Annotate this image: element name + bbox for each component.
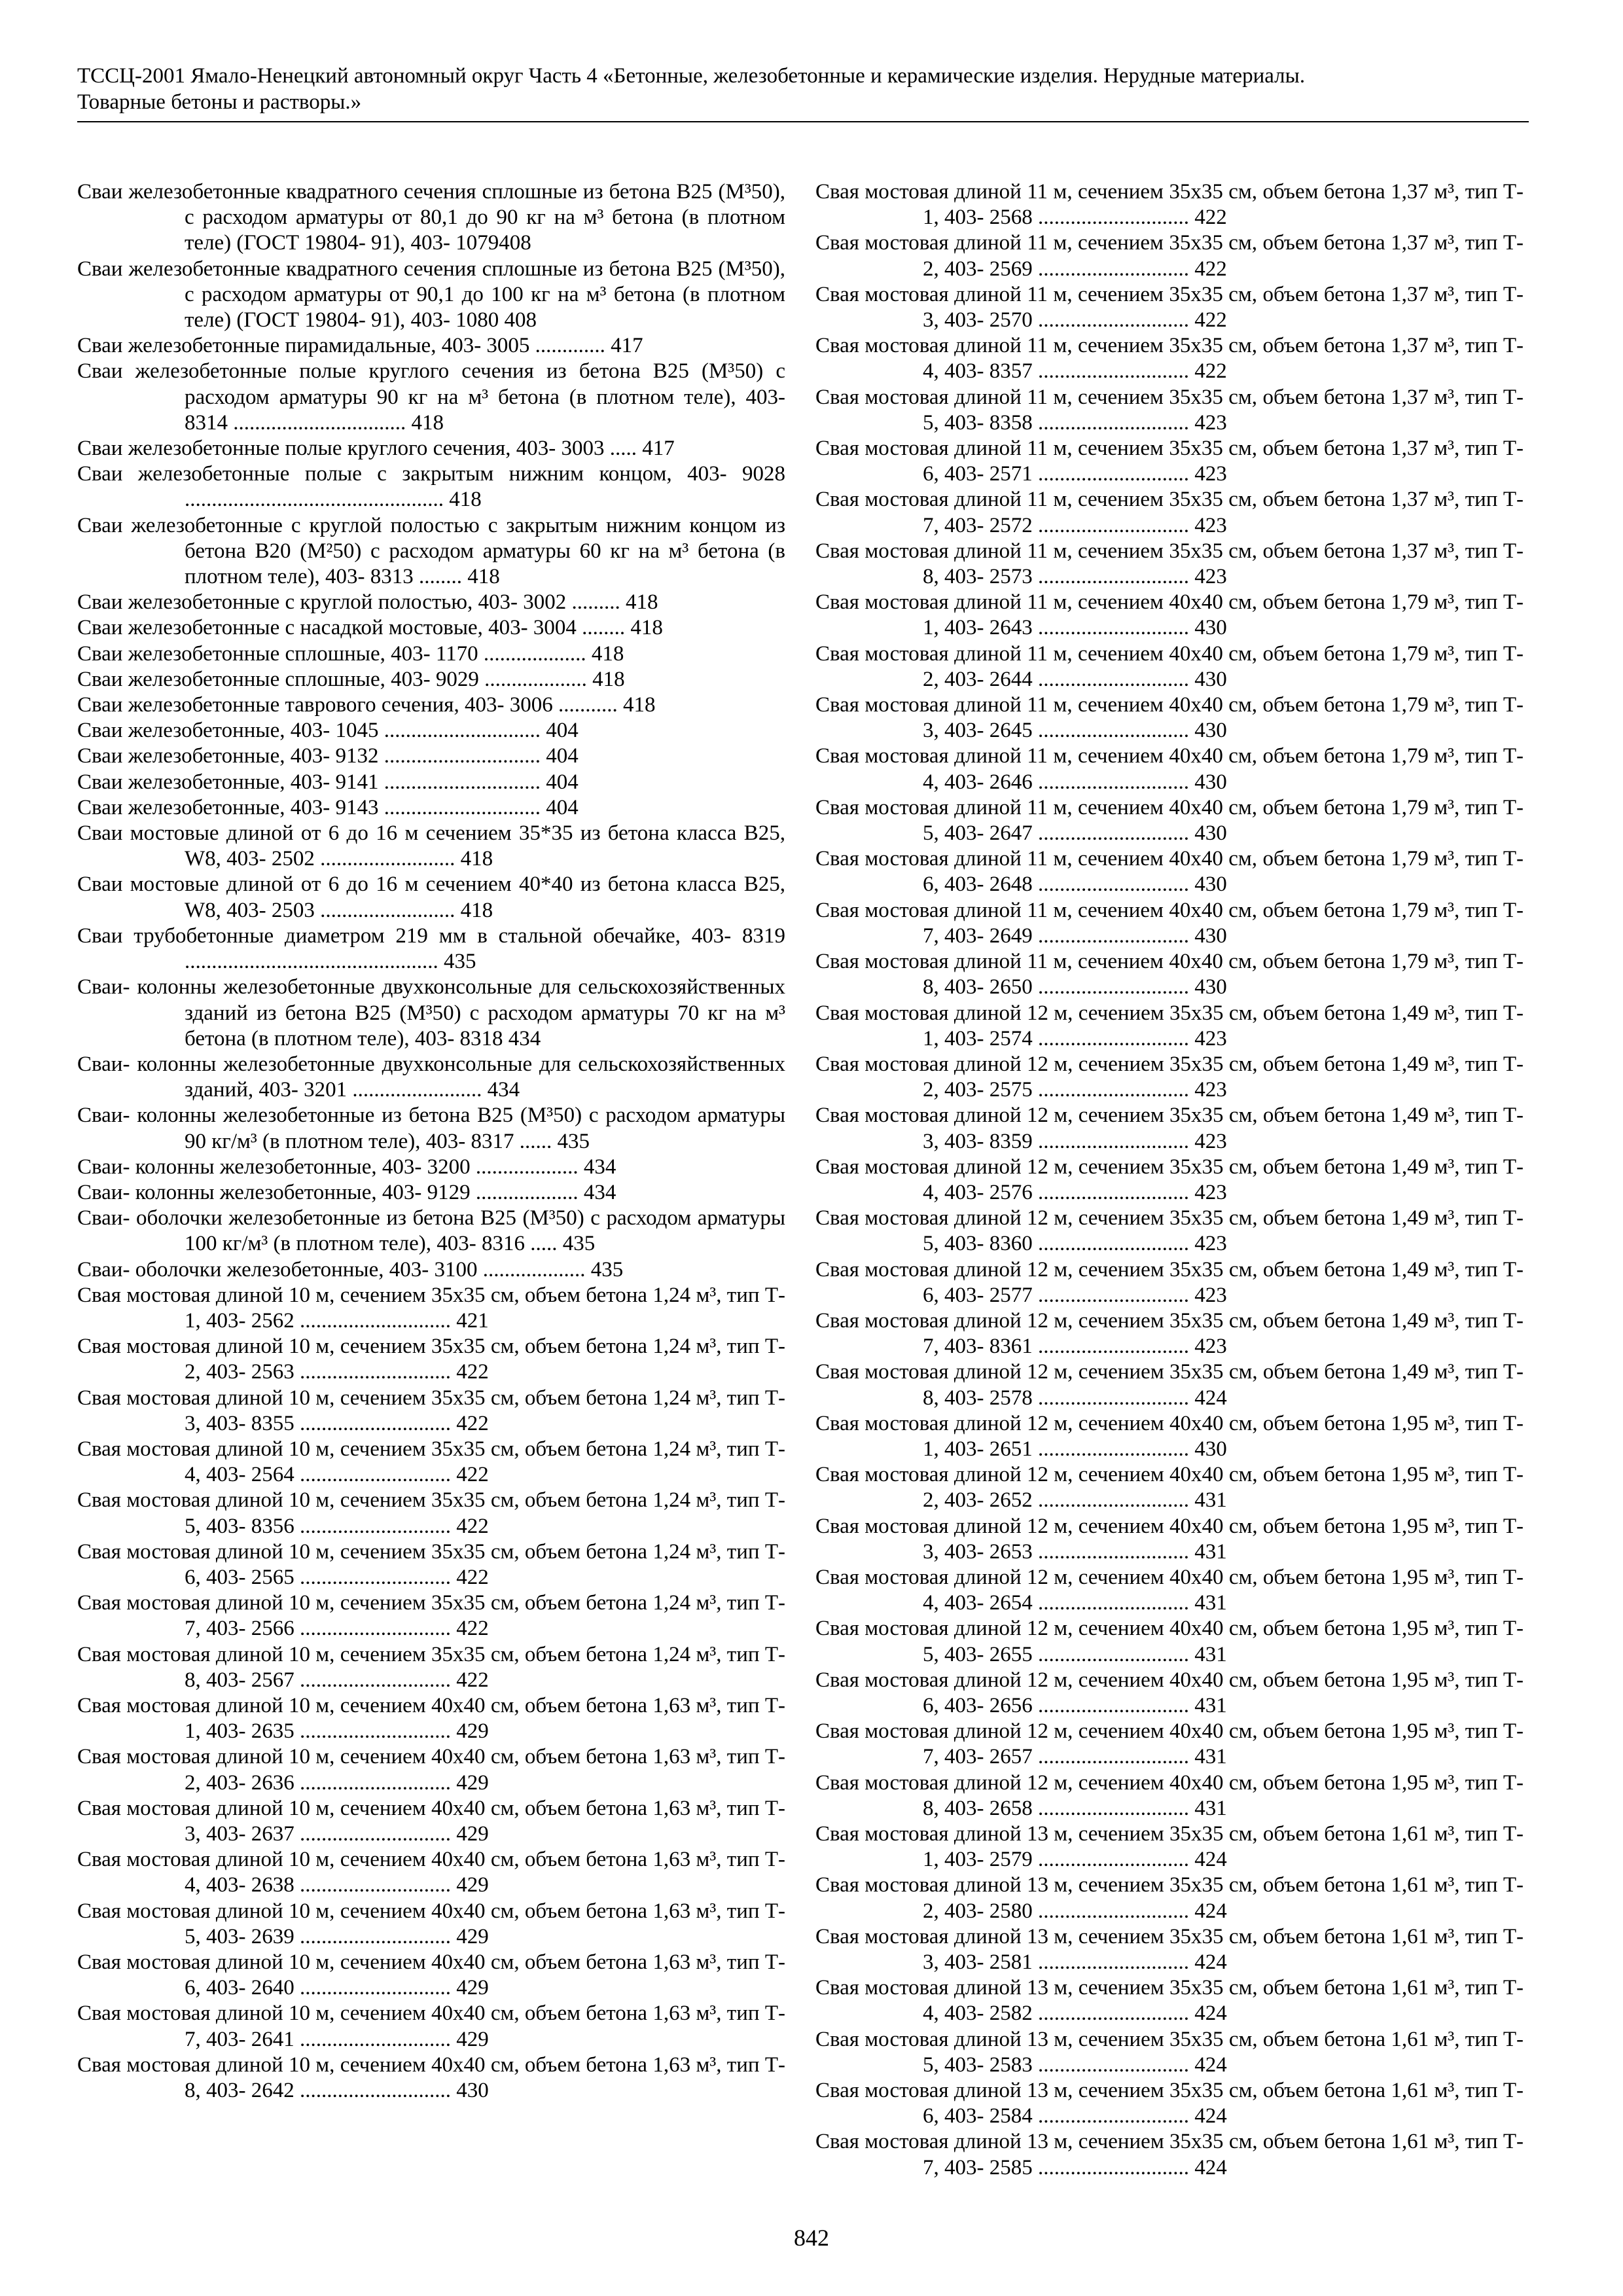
- index-entry: Свая мостовая длиной 13 м, сечением 35х35 см, объем бетона 1,61 м³, тип Т- 3, 403- 2581 ............................ 424: [815, 1924, 1524, 1975]
- index-entry: Сваи мостовые длиной от 6 до 16 м сечением 40*40 из бетона класса В25, W8, 403- 2503 ......................... 418: [77, 872, 785, 922]
- index-entry: Свая мостовая длиной 10 м, сечением 35х35 см, объем бетона 1,24 м³, тип Т- 8, 403- 2567 ............................ 422: [77, 1642, 785, 1692]
- index-column-left: [77, 179, 785, 2104]
- index-entry: Свая мостовая длиной 10 м, сечением 40х40 см, объем бетона 1,63 м³, тип Т- 4, 403- 2638 ............................ 429: [77, 1848, 785, 1897]
- page-header: [77, 63, 1529, 115]
- index-entry: Свая мостовая длиной 10 м, сечением 40х40 см, объем бетона 1,63 м³, тип Т- 8, 403- 2642 ............................ 430: [77, 2053, 785, 2103]
- index-entry: Свая мостовая длиной 11 м, сечением 35х35 см, объем бетона 1,37 м³, тип Т- 3, 403- 2570 ............................ 422: [815, 282, 1524, 332]
- index-entry: Сваи трубобетонные диаметром 219 мм в стальной обечайке, 403- 8319 ............................................... 435: [77, 924, 785, 974]
- index-entry: Свая мостовая длиной 11 м, сечением 35х35 см, объем бетона 1,37 м³, тип Т- 6, 403- 2571 ............................ 423: [815, 437, 1524, 486]
- index-entry: Свая мостовая длиной 11 м, сечением 40х40 см, объем бетона 1,79 м³, тип Т- 4, 403- 2646 ............................ 430: [815, 744, 1524, 794]
- page-number: 842: [794, 2225, 829, 2251]
- index-entry: Сваи железобетонные таврового сечения, 403- 3006 ........... 418: [77, 693, 656, 717]
- index-entry: Свая мостовая длиной 12 м, сечением 40х40 см, объем бетона 1,95 м³, тип Т- 1, 403- 2651 ............................ 430: [815, 1411, 1524, 1461]
- index-entry: Сваи железобетонные с круглой полостью с закрытым нижним концом из бетона В20 (М²50) с расходом арматуры 60 кг на м³ бетона (в плотном теле), 403- 8313 ........ 418: [77, 513, 785, 589]
- index-entry: Свая мостовая длиной 11 м, сечением 40х40 см, объем бетона 1,79 м³, тип Т- 1, 403- 2643 ............................ 430: [815, 590, 1524, 640]
- index-entry: Свая мостовая длиной 11 м, сечением 35х35 см, объем бетона 1,37 м³, тип Т- 8, 403- 2573 ............................ 423: [815, 539, 1524, 589]
- index-entry: Свая мостовая длиной 12 м, сечением 35х35 см, объем бетона 1,49 м³, тип Т- 2, 403- 2575 ............................ 423: [815, 1052, 1524, 1102]
- index-entry: Свая мостовая длиной 13 м, сечением 35х35 см, объем бетона 1,61 м³, тип Т- 2, 403- 2580 ............................ 424: [815, 1873, 1524, 1923]
- index-entry: Свая мостовая длиной 12 м, сечением 35х35 см, объем бетона 1,49 м³, тип Т- 3, 403- 8359 ............................ 423: [815, 1103, 1524, 1153]
- index-entry: Сваи железобетонные полые с закрытым нижним концом, 403- 9028 ................................................ 418: [77, 462, 785, 512]
- index-entry: Свая мостовая длиной 10 м, сечением 35х35 см, объем бетона 1,24 м³, тип Т- 5, 403- 8356 ............................ 422: [77, 1488, 785, 1538]
- index-entry: Сваи железобетонные квадратного сечения сплошные из бетона В25 (М³50), с расходом арматуры от 80,1 до 90 кг на м³ бетона (в плотном теле) (ГОСТ 19804- 91), 403- 1079408: [77, 180, 785, 255]
- index-entry: Сваи железобетонные, 403- 9143 ............................. 404: [77, 795, 579, 819]
- index-entry: Свая мостовая длиной 10 м, сечением 35х35 см, объем бетона 1,24 м³, тип Т- 2, 403- 2563 ............................ 422: [77, 1335, 785, 1384]
- index-entry: Сваи железобетонные сплошные, 403- 9029 ................... 418: [77, 667, 625, 691]
- index-entry: Свая мостовая длиной 12 м, сечением 40х40 см, объем бетона 1,95 м³, тип Т- 5, 403- 2655 ............................ 431: [815, 1617, 1524, 1666]
- index-entry: Свая мостовая длиной 10 м, сечением 35х35 см, объем бетона 1,24 м³, тип Т- 6, 403- 2565 ............................ 422: [77, 1539, 785, 1589]
- index-entry: Сваи- колонны железобетонные двухконсольные для сельскохозяйственных зданий из бетона В25 (М³50) с расходом арматуры 70 кг на м³ бетона (в плотном теле), 403- 8318 434: [77, 975, 785, 1050]
- index-entry: Свая мостовая длиной 12 м, сечением 35х35 см, объем бетона 1,49 м³, тип Т- 8, 403- 2578 ............................ 424: [815, 1360, 1524, 1410]
- index-entry: Свая мостовая длиной 11 м, сечением 40х40 см, объем бетона 1,79 м³, тип Т- 5, 403- 2647 ............................ 430: [815, 795, 1524, 846]
- index-entry: Сваи железобетонные с насадкой мостовые, 403- 3004 ........ 418: [77, 616, 663, 640]
- index-entry: Свая мостовая длиной 10 м, сечением 40х40 см, объем бетона 1,63 м³, тип Т- 3, 403- 2637 ............................ 429: [77, 1796, 785, 1846]
- index-entry: Сваи- оболочки железобетонные из бетона В25 (М³50) с расходом арматуры 100 кг/м³ (в плотном теле), 403- 8316 ..... 435: [77, 1206, 785, 1256]
- index-entry: Свая мостовая длиной 10 м, сечением 40х40 см, объем бетона 1,63 м³, тип Т- 6, 403- 2640 ............................ 429: [77, 1950, 785, 2000]
- index-entry: Свая мостовая длиной 12 м, сечением 35х35 см, объем бетона 1,49 м³, тип Т- 7, 403- 8361 ............................ 423: [815, 1308, 1524, 1359]
- index-entry: Сваи железобетонные квадратного сечения сплошные из бетона В25 (М³50), с расходом арматуры от 90,1 до 100 кг на м³ бетона (в плотном теле) (ГОСТ 19804- 91), 403- 1080 408: [77, 257, 785, 332]
- index-entry: Свая мостовая длиной 11 м, сечением 40х40 см, объем бетона 1,79 м³, тип Т- 8, 403- 2650 ............................ 430: [815, 950, 1524, 999]
- index-entry: Свая мостовая длиной 11 м, сечением 40х40 см, объем бетона 1,79 м³, тип Т- 3, 403- 2645 ............................ 430: [815, 693, 1524, 743]
- index-entry: Сваи железобетонные с круглой полостью, 403- 3002 ......... 418: [77, 590, 658, 615]
- index-entry: Свая мостовая длиной 11 м, сечением 35х35 см, объем бетона 1,37 м³, тип Т- 5, 403- 8358 ............................ 423: [815, 385, 1524, 435]
- index-entry: Свая мостовая длиной 11 м, сечением 40х40 см, объем бетона 1,79 м³, тип Т- 7, 403- 2649 ............................ 430: [815, 898, 1524, 948]
- index-entry: Свая мостовая длиной 11 м, сечением 40х40 см, объем бетона 1,79 м³, тип Т- 2, 403- 2644 ............................ 430: [815, 641, 1524, 691]
- index-entry: Свая мостовая длиной 10 м, сечением 35х35 см, объем бетона 1,24 м³, тип Т- 4, 403- 2564 ............................ 422: [77, 1437, 785, 1487]
- index-entry: Свая мостовая длиной 13 м, сечением 35х35 см, объем бетона 1,61 м³, тип Т- 7, 403- 2585 ............................ 424: [815, 2130, 1524, 2179]
- index-entry: Сваи железобетонные, 403- 1045 ............................. 404: [77, 719, 579, 743]
- index-entry: Сваи- колонны железобетонные, 403- 9129 ................... 434: [77, 1180, 616, 1204]
- index-entry: Свая мостовая длиной 12 м, сечением 35х35 см, объем бетона 1,49 м³, тип Т- 6, 403- 2577 ............................ 423: [815, 1257, 1524, 1307]
- index-entry: Свая мостовая длиной 12 м, сечением 35х35 см, объем бетона 1,49 м³, тип Т- 1, 403- 2574 ............................ 423: [815, 1001, 1524, 1050]
- index-entry: Свая мостовая длиной 11 м, сечением 35х35 см, объем бетона 1,37 м³, тип Т- 7, 403- 2572 ............................ 423: [815, 488, 1524, 537]
- index-entry: Свая мостовая длиной 12 м, сечением 40х40 см, объем бетона 1,95 м³, тип Т- 6, 403- 2656 ............................ 431: [815, 1668, 1524, 1717]
- index-entry: Свая мостовая длиной 12 м, сечением 40х40 см, объем бетона 1,95 м³, тип Т- 3, 403- 2653 ............................ 431: [815, 1514, 1524, 1564]
- index-entry: Свая мостовая длиной 12 м, сечением 40х40 см, объем бетона 1,95 м³, тип Т- 4, 403- 2654 ............................ 431: [815, 1565, 1524, 1615]
- index-entry: Свая мостовая длиной 12 м, сечением 35х35 см, объем бетона 1,49 м³, тип Т- 4, 403- 2576 ............................ 423: [815, 1155, 1524, 1204]
- index-entry: Свая мостовая длиной 10 м, сечением 35х35 см, объем бетона 1,24 м³, тип Т- 7, 403- 2566 ............................ 422: [77, 1591, 785, 1641]
- index-column-right: [815, 179, 1524, 2181]
- index-entry: Свая мостовая длиной 12 м, сечением 40х40 см, объем бетона 1,95 м³, тип Т- 2, 403- 2652 ............................ 431: [815, 1463, 1524, 1513]
- index-entry: Сваи мостовые длиной от 6 до 16 м сечением 35*35 из бетона класса В25, W8, 403- 2502 ......................... 418: [77, 821, 785, 871]
- index-entry: Свая мостовая длиной 13 м, сечением 35х35 см, объем бетона 1,61 м³, тип Т- 5, 403- 2583 ............................ 424: [815, 2027, 1524, 2077]
- index-entry: Сваи- колонны железобетонные, 403- 3200 ................... 434: [77, 1155, 616, 1179]
- index-entry: Свая мостовая длиной 11 м, сечением 40х40 см, объем бетона 1,79 м³, тип Т- 6, 403- 2648 ............................ 430: [815, 847, 1524, 897]
- index-entry: Свая мостовая длиной 13 м, сечением 35х35 см, объем бетона 1,61 м³, тип Т- 1, 403- 2579 ............................ 424: [815, 1822, 1524, 1872]
- index-entry: Свая мостовая длиной 12 м, сечением 35х35 см, объем бетона 1,49 м³, тип Т- 5, 403- 8360 ............................ 423: [815, 1206, 1524, 1256]
- index-entry: Сваи- колонны железобетонные двухконсольные для сельскохозяйственных зданий, 403- 3201 ........................ 434: [77, 1052, 785, 1102]
- header-line-1: ТССЦ-2001 Ямало-Ненецкий автономный округ Часть 4 «Бетонные, железобетонные и керамические изделия. Нерудные материалы.: [77, 64, 1306, 88]
- index-entry: Сваи- оболочки железобетонные, 403- 3100 ................... 435: [77, 1257, 624, 1282]
- index-entry: Свая мостовая длиной 10 м, сечением 40х40 см, объем бетона 1,63 м³, тип Т- 7, 403- 2641 ............................ 429: [77, 2001, 785, 2051]
- index-entry: Свая мостовая длиной 12 м, сечением 40х40 см, объем бетона 1,95 м³, тип Т- 7, 403- 2657 ............................ 431: [815, 1719, 1524, 1769]
- index-entry: Свая мостовая длиной 10 м, сечением 35х35 см, объем бетона 1,24 м³, тип Т- 1, 403- 2562 ............................ 421: [77, 1283, 785, 1333]
- index-entry: Сваи железобетонные, 403- 9141 ............................. 404: [77, 770, 579, 794]
- header-line-2: Товарные бетоны и растворы.»: [77, 90, 362, 114]
- index-entry: Свая мостовая длиной 10 м, сечением 40х40 см, объем бетона 1,63 м³, тип Т- 5, 403- 2639 ............................ 429: [77, 1899, 785, 1948]
- index-entry: Сваи железобетонные полые круглого сечения из бетона В25 (М³50) с расходом арматуры 90 кг на м³ бетона (в плотном теле), 403- 8314 ................................ 418: [77, 359, 785, 435]
- index-entry: Свая мостовая длиной 10 м, сечением 40х40 см, объем бетона 1,63 м³, тип Т- 2, 403- 2636 ............................ 429: [77, 1745, 785, 1795]
- index-entry: Сваи железобетонные полые круглого сечения, 403- 3003 ..... 417: [77, 437, 675, 461]
- index-entry: Свая мостовая длиной 11 м, сечением 35х35 см, объем бетона 1,37 м³, тип Т- 4, 403- 8357 ............................ 422: [815, 334, 1524, 384]
- index-entry: Свая мостовая длиной 11 м, сечением 35х35 см, объем бетона 1,37 м³, тип Т- 1, 403- 2568 ............................ 422: [815, 180, 1524, 230]
- header-rule: [77, 121, 1529, 122]
- index-entry: Свая мостовая длиной 13 м, сечением 35х35 см, объем бетона 1,61 м³, тип Т- 6, 403- 2584 ............................ 424: [815, 2079, 1524, 2128]
- index-entry: Свая мостовая длиной 12 м, сечением 40х40 см, объем бетона 1,95 м³, тип Т- 8, 403- 2658 ............................ 431: [815, 1770, 1524, 1820]
- index-entry: Сваи железобетонные сплошные, 403- 1170 ................... 418: [77, 641, 624, 666]
- index-entry: Сваи железобетонные, 403- 9132 ............................. 404: [77, 744, 579, 768]
- index-entry: Свая мостовая длиной 11 м, сечением 35х35 см, объем бетона 1,37 м³, тип Т- 2, 403- 2569 ............................ 422: [815, 231, 1524, 281]
- index-entry: Свая мостовая длиной 13 м, сечением 35х35 см, объем бетона 1,61 м³, тип Т- 4, 403- 2582 ............................ 424: [815, 1976, 1524, 2026]
- index-entry: Свая мостовая длиной 10 м, сечением 35х35 см, объем бетона 1,24 м³, тип Т- 3, 403- 8355 ............................ 422: [77, 1386, 785, 1435]
- index-entry: Свая мостовая длиной 10 м, сечением 40х40 см, объем бетона 1,63 м³, тип Т- 1, 403- 2635 ............................ 429: [77, 1693, 785, 1744]
- index-entry: Сваи- колонны железобетонные из бетона В25 (М³50) с расходом арматуры 90 кг/м³ (в плотном теле), 403- 8317 ...... 435: [77, 1103, 785, 1153]
- index-entry: Сваи железобетонные пирамидальные, 403- 3005 ............. 417: [77, 334, 643, 358]
